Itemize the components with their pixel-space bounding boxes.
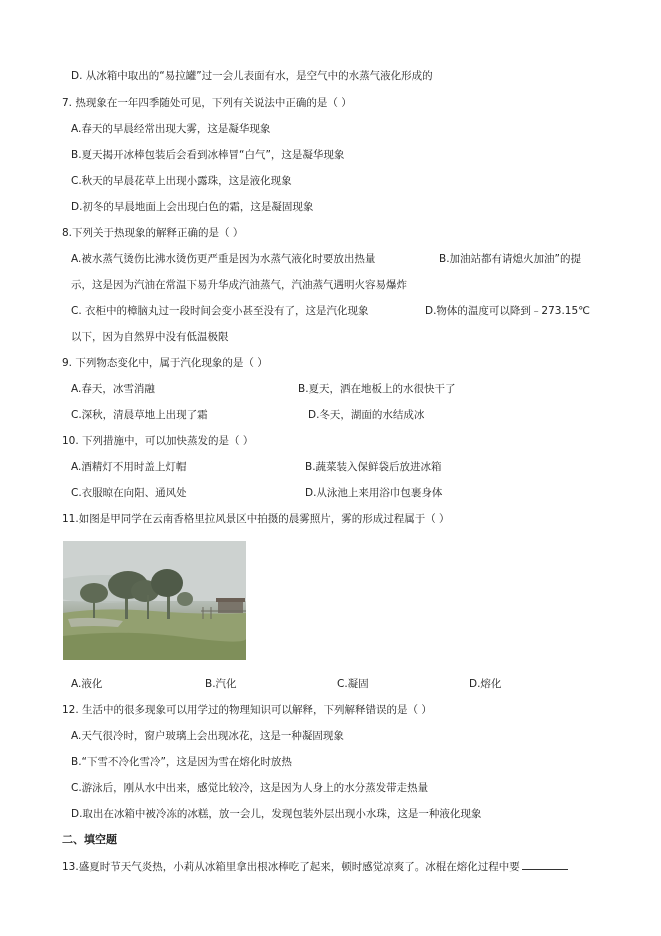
q7-option-a: A.春天的早晨经常出现大雾，这是凝华现象 — [71, 123, 271, 135]
q10-stem: 10. 下列措施中，可以加快蒸发的是（ ） — [62, 435, 254, 447]
q10-option-a: A.酒精灯不用时盖上灯帽 — [71, 461, 187, 473]
q9-stem: 9. 下列物态变化中，属于汽化现象的是（ ） — [62, 357, 268, 369]
q9-option-c: C.深秋，清晨草地上出现了霜 — [71, 409, 208, 421]
fog-photo — [63, 541, 246, 660]
q9-option-b: B.夏天，洒在地板上的水很快干了 — [298, 383, 456, 395]
q13-stem-text: 13.盛夏时节天气炎热，小莉从冰箱里拿出根冰棒吃了起来，顿时感觉凉爽了。冰棍在熔化过程中要 — [62, 861, 520, 873]
q12-option-a: A.天气很冷时，窗户玻璃上会出现冰花，这是一种凝固现象 — [71, 730, 344, 742]
q8-stem: 8.下列关于热现象的解释正确的是（ ） — [62, 227, 244, 239]
q11-option-d: D.熔化 — [469, 678, 502, 690]
section-heading-fill-in: 二、填空题 — [62, 833, 117, 846]
q8-option-c: C. 衣柜中的樟脑丸过一段时间会变小甚至没有了，这是汽化现象 — [71, 305, 369, 317]
q7-stem: 7. 热现象在一年四季随处可见，下列有关说法中正确的是（ ） — [62, 97, 352, 109]
q9-option-d: D.冬天，湖面的水结成冰 — [308, 409, 425, 421]
fog-scene-illustration — [63, 541, 246, 660]
q12-option-c: C.游泳后，刚从水中出来，感觉比较冷，这是因为人身上的水分蒸发带走热量 — [71, 782, 429, 794]
q12-option-b: B.“下雪不冷化雪冷”，这是因为雪在熔化时放热 — [71, 756, 292, 768]
q11-option-c: C.凝固 — [337, 678, 369, 690]
q8-option-b-continued: 示，这是因为汽油在常温下易升华成汽油蒸气，汽油蒸气遇明火容易爆炸 — [71, 279, 407, 291]
q12-option-d: D.取出在冰箱中被冷冻的冰糕，放一会儿，发现包装外层出现小水珠，这是一种液化现象 — [71, 808, 482, 820]
q10-option-b: B.蔬菜装入保鲜袋后放进冰箱 — [305, 461, 442, 473]
q8-option-d-continued: 以下，因为自然界中没有低温极限 — [71, 331, 229, 343]
q11-stem: 11.如图是甲同学在云南香格里拉风景区中拍摄的晨雾照片，雾的形成过程属于（ ） — [62, 513, 450, 525]
q8-option-a: A.被水蒸气烫伤比沸水烫伤更严重是因为水蒸气液化时要放出热量 — [71, 253, 376, 265]
q12-stem: 12. 生活中的很多现象可以用学过的物理知识可以解释，下列解释错误的是（ ） — [62, 704, 432, 716]
q11-option-b: B.汽化 — [205, 678, 237, 690]
q8-option-d: D.物体的温度可以降到﹣273.15℃ — [425, 305, 590, 317]
q8-option-b: B.加油站都有请熄火加油”的提 — [439, 253, 581, 265]
q6-option-d: D. 从冰箱中取出的“易拉罐”过一会儿表面有水，是空气中的水蒸气液化形成的 — [71, 70, 433, 82]
q10-option-c: C.衣服晾在向阳、通风处 — [71, 487, 187, 499]
q7-option-b: B.夏天揭开冰棒包装后会看到冰棒冒“白气”，这是凝华现象 — [71, 149, 345, 161]
q7-option-c: C.秋天的早晨花草上出现小露珠，这是液化现象 — [71, 175, 292, 187]
q13-stem — [62, 859, 568, 874]
q7-option-d: D.初冬的早晨地面上会出现白色的霜，这是凝固现象 — [71, 201, 314, 213]
q9-option-a: A.春天，冰雪消融 — [71, 383, 155, 395]
q11-option-a: A.液化 — [71, 678, 103, 690]
q10-option-d: D.从泳池上来用浴巾包裹身体 — [305, 487, 443, 499]
q13-answer-blank[interactable] — [522, 859, 568, 870]
